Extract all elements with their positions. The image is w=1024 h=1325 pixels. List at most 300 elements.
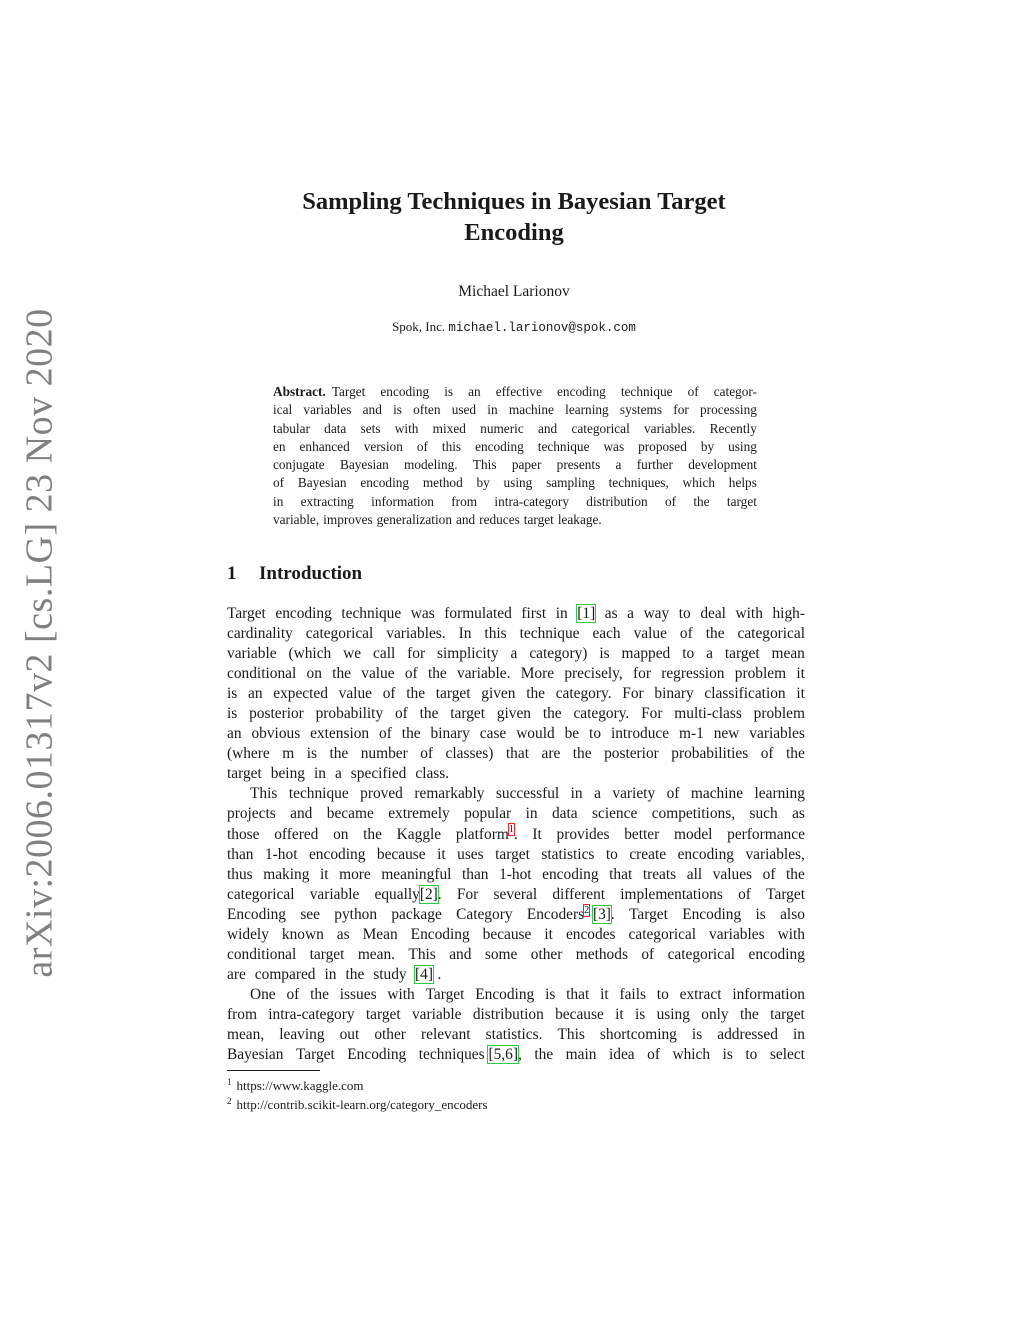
word: out [339, 1025, 360, 1043]
word: of [394, 705, 408, 723]
word-group [576, 945, 628, 965]
word-group [770, 1005, 805, 1025]
word-group [340, 1025, 360, 1045]
word: the [345, 965, 365, 983]
word-group [373, 965, 446, 985]
word: mean, [227, 1025, 265, 1043]
word: on [333, 825, 349, 843]
abstract-word: reduces [479, 512, 520, 528]
word: in [555, 605, 568, 622]
abstract-word: improves [323, 512, 373, 528]
word: study [373, 965, 407, 983]
word: as [604, 605, 618, 622]
word: of [286, 985, 300, 1003]
word-group [381, 865, 451, 885]
word-group [255, 965, 320, 985]
word: a [594, 785, 601, 803]
word-group [497, 704, 531, 724]
word-group [620, 885, 723, 905]
word-group [363, 925, 398, 945]
word: target [227, 765, 262, 783]
word-group [444, 604, 512, 624]
word-group [227, 684, 237, 704]
word-group [749, 804, 777, 824]
word: new [713, 725, 740, 743]
abstract-word: sampling [546, 475, 595, 491]
word-group [527, 905, 615, 925]
abstract-word: in [273, 493, 284, 509]
word: the [310, 985, 329, 1003]
abstract-word: from [451, 493, 478, 509]
word: Category [456, 905, 513, 923]
abstract-word: tabular [273, 420, 310, 436]
word-group [706, 624, 725, 644]
word-group [531, 945, 563, 965]
word-group [414, 784, 484, 804]
word: with [735, 605, 763, 622]
word-group [672, 1045, 710, 1065]
word: conditional [227, 945, 297, 963]
abstract-line [273, 420, 757, 438]
body-line [227, 624, 805, 644]
word: is [227, 685, 238, 703]
footnote-mark[interactable]: 1 [508, 824, 514, 836]
word: would [516, 725, 555, 743]
word-group [345, 965, 368, 985]
word: a [510, 645, 518, 663]
word-group [227, 1005, 257, 1025]
word: those [227, 825, 260, 843]
word-group [555, 1005, 604, 1025]
word-group [671, 744, 748, 764]
abstract-word: machine [508, 402, 554, 418]
word: number [360, 745, 408, 763]
word: the [786, 865, 805, 883]
word-group [307, 744, 317, 764]
word: Mean [362, 925, 398, 943]
word-group [740, 1005, 759, 1025]
word-group [282, 925, 324, 945]
word: with [777, 925, 805, 943]
word-group [402, 724, 421, 744]
word-group [526, 804, 538, 824]
word: which [672, 1046, 711, 1064]
word: statistics [541, 845, 595, 863]
word-group [446, 744, 494, 764]
word-group [615, 1005, 624, 1025]
word: For [456, 885, 479, 903]
word: also [780, 905, 805, 923]
word-group [450, 704, 485, 724]
word: first [521, 605, 547, 622]
word-group [360, 784, 403, 804]
word-group [589, 724, 601, 744]
abstract-word: mixed [432, 420, 466, 436]
word: technique [288, 785, 349, 803]
word: posterior [604, 745, 659, 763]
abstract-word: Target [331, 384, 366, 399]
word: mapped [621, 645, 671, 663]
abstract-word: leakage. [557, 512, 602, 528]
word: In [458, 625, 472, 643]
word: python [334, 905, 378, 923]
word-group [755, 784, 805, 804]
word-group [227, 804, 276, 824]
word: to [682, 645, 695, 663]
word: Encoding [410, 925, 470, 943]
word-group [541, 845, 594, 865]
abstract-word: technique [620, 384, 673, 399]
abstract-word: proposed [638, 438, 687, 454]
word-group [592, 624, 620, 644]
abstract-word: sets [360, 420, 381, 436]
abstract-word: This [472, 457, 497, 473]
word: This [250, 785, 278, 803]
word: is [635, 1005, 646, 1023]
word: This [408, 945, 436, 963]
word: a [706, 645, 713, 663]
abstract-word: of [687, 384, 699, 399]
word: the [406, 685, 426, 703]
word-group [227, 624, 293, 644]
word: is [545, 985, 556, 1003]
word: in [792, 1025, 805, 1043]
word: encoding [542, 865, 599, 883]
word-group [309, 845, 365, 865]
abstract-word: of [273, 475, 285, 491]
footnote [227, 1076, 805, 1095]
footnote-url[interactable]: https://www.kaggle.com [236, 1078, 364, 1093]
word: mean. [357, 945, 396, 963]
word: of [379, 725, 392, 743]
word-group [457, 845, 484, 865]
word: multi-class [674, 705, 742, 723]
abstract-word: and [362, 402, 382, 418]
word: because [376, 845, 426, 863]
word: variables. [386, 625, 446, 643]
word: variables, [745, 845, 805, 863]
word-group [652, 804, 735, 824]
word-group [573, 704, 629, 724]
word-group [604, 744, 659, 764]
citation-link[interactable]: [2] [419, 885, 438, 903]
word-group [361, 744, 408, 764]
word: Target [766, 885, 805, 903]
word-group [377, 845, 426, 865]
citation-link[interactable]: [3] [592, 905, 611, 923]
word: specified [350, 765, 407, 783]
word-group [796, 664, 805, 684]
word: 1-hot [264, 845, 298, 863]
abstract-word: generalization [376, 512, 452, 528]
word-group [682, 644, 694, 664]
abstract-word: variable, [273, 512, 320, 528]
abstract-line [273, 493, 757, 511]
word: only [701, 1005, 729, 1023]
abstract-word: used [451, 402, 477, 418]
abstract-word: technique [537, 438, 590, 454]
word: target [435, 685, 471, 703]
word: implementations [620, 885, 723, 903]
word-group [678, 845, 734, 865]
abstract-word: for [673, 402, 689, 418]
abstract-word: by [700, 438, 715, 454]
word: techniques [418, 1046, 485, 1064]
word-group [426, 985, 465, 1005]
abstract-word: and [455, 512, 476, 528]
abstract-word: distribution [586, 493, 648, 509]
abstract-word: helps [728, 475, 757, 491]
word-group [605, 604, 618, 624]
word: as [792, 805, 805, 823]
word-group [329, 744, 348, 764]
citation-link[interactable]: [4] [415, 965, 433, 983]
word-group [594, 784, 601, 804]
word-group [343, 644, 361, 664]
word: simplicity [437, 645, 499, 663]
word-group [481, 684, 515, 704]
footnote-rule [227, 1070, 320, 1071]
footnote-number: 1 [227, 1076, 232, 1087]
word-group [358, 945, 395, 965]
word-group [268, 1005, 354, 1025]
body-line [227, 905, 805, 925]
word: precisely, [564, 665, 623, 683]
body-line [227, 925, 805, 945]
word-group [273, 684, 328, 704]
word-group [282, 744, 294, 764]
word-group [566, 985, 589, 1005]
word-group [495, 845, 530, 865]
word-group [227, 1045, 283, 1065]
word-group [473, 1005, 544, 1025]
abstract [273, 383, 757, 529]
word: making [263, 865, 310, 883]
word: it [600, 985, 609, 1003]
word: leaving [279, 1025, 325, 1043]
abstract-line [273, 474, 757, 492]
word-group [227, 845, 254, 865]
word-group [786, 744, 805, 764]
author-email[interactable]: michael.larionov@spok.com [448, 321, 636, 335]
word: the [363, 825, 382, 843]
word-group [654, 684, 693, 704]
word-group [668, 945, 736, 965]
word-group [431, 724, 470, 744]
body-line [227, 825, 805, 845]
word-group [480, 724, 506, 744]
word: encoding [308, 845, 366, 863]
word-group [745, 1045, 757, 1065]
word: on [306, 665, 322, 683]
word-group [556, 684, 612, 704]
word: encoding [275, 605, 332, 622]
word-group [406, 684, 425, 704]
word-group [738, 624, 806, 644]
word-group [624, 825, 659, 845]
word-group [529, 644, 587, 664]
word-group [457, 664, 510, 684]
abstract-word: by [476, 475, 490, 491]
abstract-word: categor- [713, 384, 757, 399]
word: variables [709, 925, 765, 943]
word-group [520, 624, 580, 644]
word: encodes [565, 925, 616, 943]
word: Encoding [682, 905, 742, 923]
word-group [428, 664, 447, 684]
abstract-label: Abstract. [273, 384, 326, 399]
citation-link[interactable]: [5,6] [488, 1046, 518, 1064]
word-group [363, 825, 382, 845]
word: the [534, 1046, 554, 1064]
word-group [756, 905, 766, 925]
word-group [534, 1045, 553, 1065]
word-group [420, 704, 439, 724]
word-group [629, 925, 697, 945]
word-group [552, 804, 578, 824]
word-group [521, 664, 554, 684]
abstract-word: modeling. [404, 457, 458, 473]
word: to [605, 845, 618, 863]
abstract-word: encoding [360, 475, 410, 491]
abstract-word: variables [303, 402, 352, 418]
abstract-word: paper [511, 457, 542, 473]
word: conditional [227, 665, 297, 683]
word-group [552, 885, 605, 905]
abstract-word: method [422, 475, 463, 491]
abstract-word: variables. [644, 420, 696, 436]
word: classes) [445, 745, 494, 763]
footnote-mark[interactable]: 2 [584, 904, 590, 916]
word-group [793, 1025, 805, 1045]
word-group [310, 945, 345, 965]
word-group [227, 905, 286, 925]
word: is [755, 905, 766, 923]
abstract-word: en [273, 438, 286, 454]
word-group [680, 985, 722, 1005]
word-group [619, 985, 646, 1005]
word-group [732, 985, 805, 1005]
word: other [374, 1025, 406, 1043]
body-line [227, 764, 805, 784]
word: introduce [610, 725, 670, 743]
word: treats [642, 865, 677, 883]
citation-link[interactable]: [1] [577, 605, 596, 622]
word: create [629, 845, 667, 863]
abstract-word: which [682, 475, 716, 491]
word-group [599, 644, 609, 664]
word: (which [288, 645, 332, 663]
word-group [592, 804, 637, 824]
word: is [691, 1025, 703, 1043]
word: was [410, 605, 435, 622]
word-group [661, 664, 724, 684]
word: a [334, 765, 342, 783]
word-group [772, 644, 805, 664]
word: it [544, 925, 553, 943]
word: binary [654, 685, 694, 703]
footnote-url[interactable]: http://contrib.scikit-learn.org/category_encoders [236, 1097, 488, 1112]
word: the [427, 665, 447, 683]
abstract-word: this [441, 438, 462, 454]
word-group [612, 784, 655, 804]
abstract-word: extracting [300, 493, 354, 509]
word-group [792, 804, 805, 824]
word-group [687, 865, 702, 885]
word: m [282, 745, 295, 763]
word: being [270, 765, 305, 783]
word: is [599, 645, 610, 663]
abstract-line [273, 511, 757, 529]
word: . [437, 965, 442, 983]
word-group [609, 1045, 635, 1065]
abstract-word: and [538, 420, 558, 436]
word: fails [619, 985, 646, 1003]
word: shortcoming [599, 1025, 677, 1043]
abstract-word: Bayesian [340, 457, 389, 473]
abstract-word: effective [495, 384, 542, 399]
word: that [505, 745, 529, 763]
word-group [736, 604, 763, 624]
word: It [532, 825, 542, 843]
word-group [366, 1005, 401, 1025]
body-line [227, 845, 805, 865]
word-group [290, 804, 312, 824]
word-group [511, 644, 518, 664]
word-group [227, 865, 253, 885]
word: thus [227, 865, 253, 883]
abstract-word: using [728, 438, 757, 454]
word: 1-hot [499, 865, 532, 883]
word: it [796, 665, 805, 683]
word: target [724, 645, 760, 663]
word: and [290, 805, 313, 823]
word: an [247, 685, 263, 703]
word: target [450, 705, 485, 723]
word-group [320, 865, 329, 885]
word-group [778, 925, 805, 945]
word-group [754, 704, 805, 724]
word: issues [339, 985, 377, 1003]
word: given [496, 705, 532, 723]
word-group [704, 684, 785, 704]
word-group [556, 604, 568, 624]
word: of [760, 745, 774, 763]
word-group [763, 865, 776, 885]
word-group [692, 1025, 702, 1045]
word-group [411, 925, 470, 945]
word-group [227, 604, 266, 624]
word: other [530, 945, 563, 963]
affiliation-org: Spok, Inc. [392, 319, 446, 334]
word: learning [754, 785, 805, 803]
abstract-word: an [468, 384, 481, 399]
word-group [606, 845, 618, 865]
word: variable. [457, 665, 511, 683]
word: of [762, 865, 776, 883]
word: For [622, 685, 644, 703]
word: became [326, 805, 374, 823]
word-group [786, 865, 805, 885]
body-line [227, 1005, 805, 1025]
word: extension [310, 725, 370, 743]
body-line [227, 885, 805, 905]
word: categorical [305, 625, 374, 643]
word: known [281, 925, 324, 943]
word: cardinality [227, 625, 293, 643]
word-group [566, 1045, 597, 1065]
body-line [227, 684, 805, 704]
